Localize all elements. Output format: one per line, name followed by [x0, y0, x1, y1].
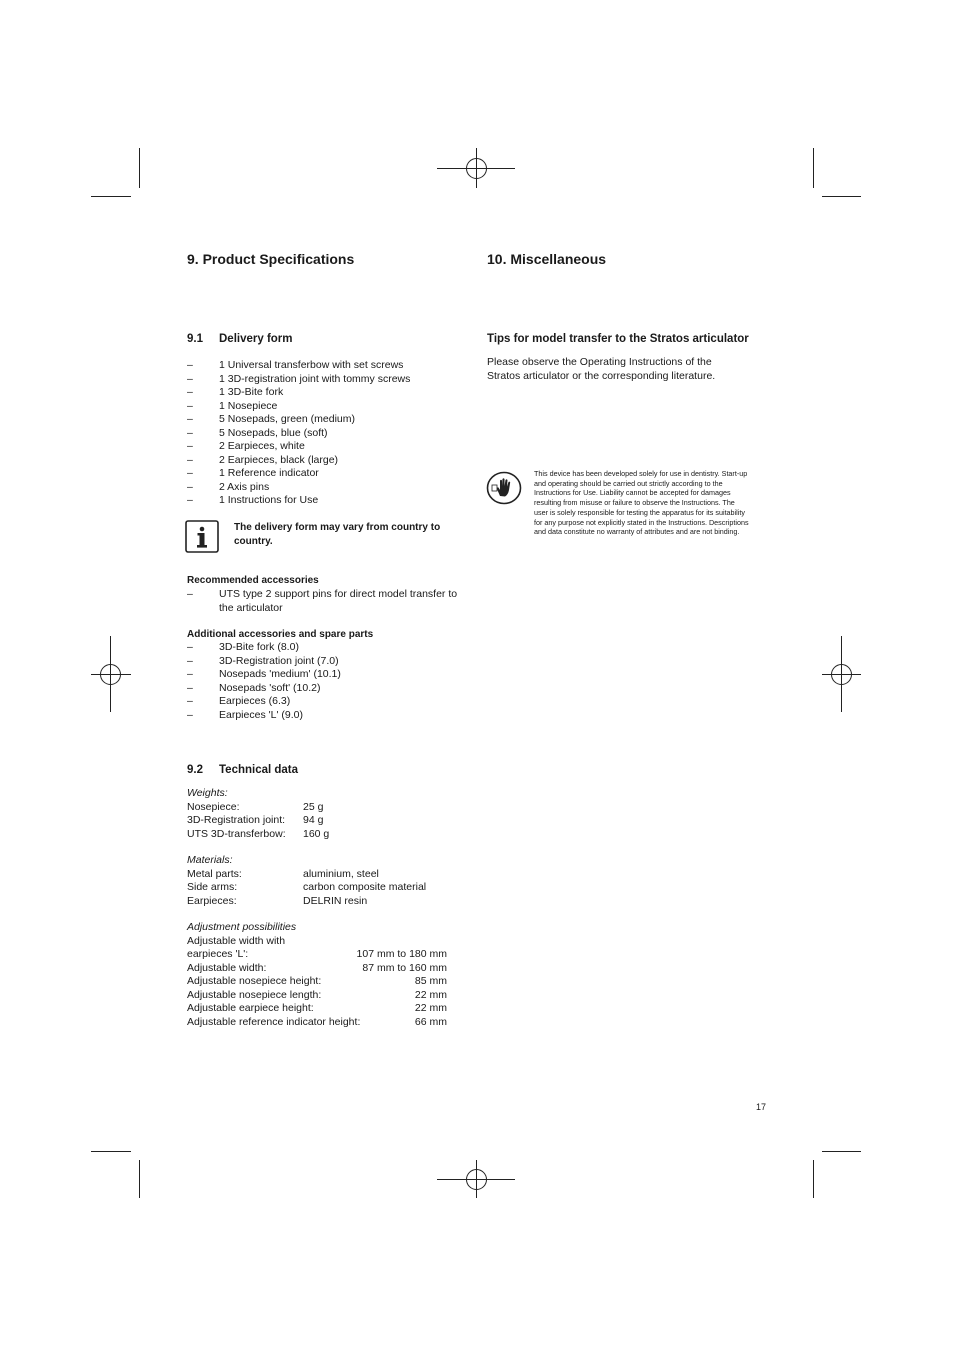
list-item: – 3D-Registration joint (7.0) — [187, 654, 339, 667]
additional-accessories-list — [187, 641, 477, 722]
weights-title: Weights: — [187, 787, 228, 799]
table-row: Side arms: carbon composite material — [187, 881, 427, 893]
table-row: Adjustable reference indicator height: 66 mm — [187, 1015, 447, 1028]
list-item: – 2 Earpieces, white — [187, 440, 305, 452]
list-item: – 5 Nosepads, green (medium) — [187, 413, 355, 425]
list-item: – 1 Universal transferbow with set screws — [187, 359, 404, 371]
recommended-accessories-title: Recommended accessories — [187, 575, 319, 586]
technical-data-number: 9.2 — [187, 764, 203, 776]
list-item: – 5 Nosepads, blue (soft) — [187, 426, 328, 439]
list-item: – 1 Nosepiece — [187, 399, 278, 412]
adjustment-block — [187, 921, 447, 1029]
table-row: UTS 3D-transferbow: 160 g — [187, 827, 330, 840]
table-row: Metal parts: aluminium, steel — [187, 867, 379, 880]
list-item: – 1 Reference indicator — [187, 467, 319, 479]
hand-icon — [486, 471, 522, 505]
delivery-form-title: Delivery form — [219, 333, 293, 345]
recommended-accessories-list — [187, 588, 487, 615]
delivery-note: The delivery form may vary from country to country. — [234, 522, 441, 547]
list-item: – Nosepads 'soft' (10.2) — [187, 681, 321, 694]
materials-block — [187, 854, 426, 908]
delivery-form-number: 9.1 — [187, 333, 203, 345]
disclaimer-text: This device has been developed solely for use in dentistry. Start-up and operating should be carried out strictly according to the Instructions for Use. Liability cannot be accepted for damages resulting from misuse or failure to observe the Instructions. The user is solely responsible for testing the apparatus for its suitability for any purpose not explicitly stated in the Instructions. Descriptions and data constitute no warranty of attributes and are not binding. — [534, 469, 749, 537]
table-row: earpieces 'L': 107 mm to 180 mm — [187, 948, 447, 960]
page-number: 17 — [756, 1102, 767, 1112]
tips-title: Tips for model transfer to the Stratos articulator — [487, 333, 749, 345]
info-icon — [185, 520, 219, 553]
adjustment-title: Adjustment possibilities — [187, 921, 297, 933]
technical-data-title: Technical data — [219, 764, 299, 776]
list-item: – 3D-Bite fork (8.0) — [187, 641, 299, 653]
additional-accessories-title: Additional accessories and spare parts — [187, 629, 374, 640]
materials-title: Materials: — [187, 854, 233, 866]
list-item: – Earpieces (6.3) — [187, 695, 291, 707]
table-row: Earpieces: DELRIN resin — [187, 894, 368, 907]
list-item: – 1 3D-registration joint with tommy screws — [187, 372, 411, 385]
table-row: Nosepiece: 25 g — [187, 800, 324, 813]
tips-text: Please observe the Operating Instructions of the Stratos articulator or the corresponding literature. — [487, 356, 716, 382]
technical-data-heading — [187, 764, 298, 776]
list-item: – Earpieces 'L' (9.0) — [187, 708, 303, 721]
table-row: Adjustable earpiece height: 22 mm — [187, 1002, 447, 1014]
adjustment-pre: Adjustable width with — [187, 934, 286, 947]
weights-block — [187, 787, 329, 841]
list-item: – 1 Instructions for Use — [187, 494, 319, 506]
table-row: Adjustable width: 87 mm to 160 mm — [187, 961, 447, 974]
list-item: – UTS type 2 support pins for direct model transfer to the articulator — [187, 588, 458, 614]
list-item: – 2 Axis pins — [187, 480, 270, 493]
delivery-form-list — [187, 359, 477, 508]
list-item: – 2 Earpieces, black (large) — [187, 453, 339, 466]
delivery-form-heading — [187, 333, 293, 345]
section-9-title: 9. Product Specifications — [187, 251, 355, 267]
table-row: Adjustable nosepiece length: 22 mm — [187, 988, 447, 1001]
list-item: – 1 3D-Bite fork — [187, 386, 284, 398]
table-row: 3D-Registration joint: 94 g — [187, 814, 324, 826]
table-row: Adjustable nosepiece height: 85 mm — [187, 975, 447, 987]
section-10-title: 10. Miscellaneous — [487, 251, 607, 267]
list-item: – Nosepads 'medium' (10.1) — [187, 668, 341, 680]
